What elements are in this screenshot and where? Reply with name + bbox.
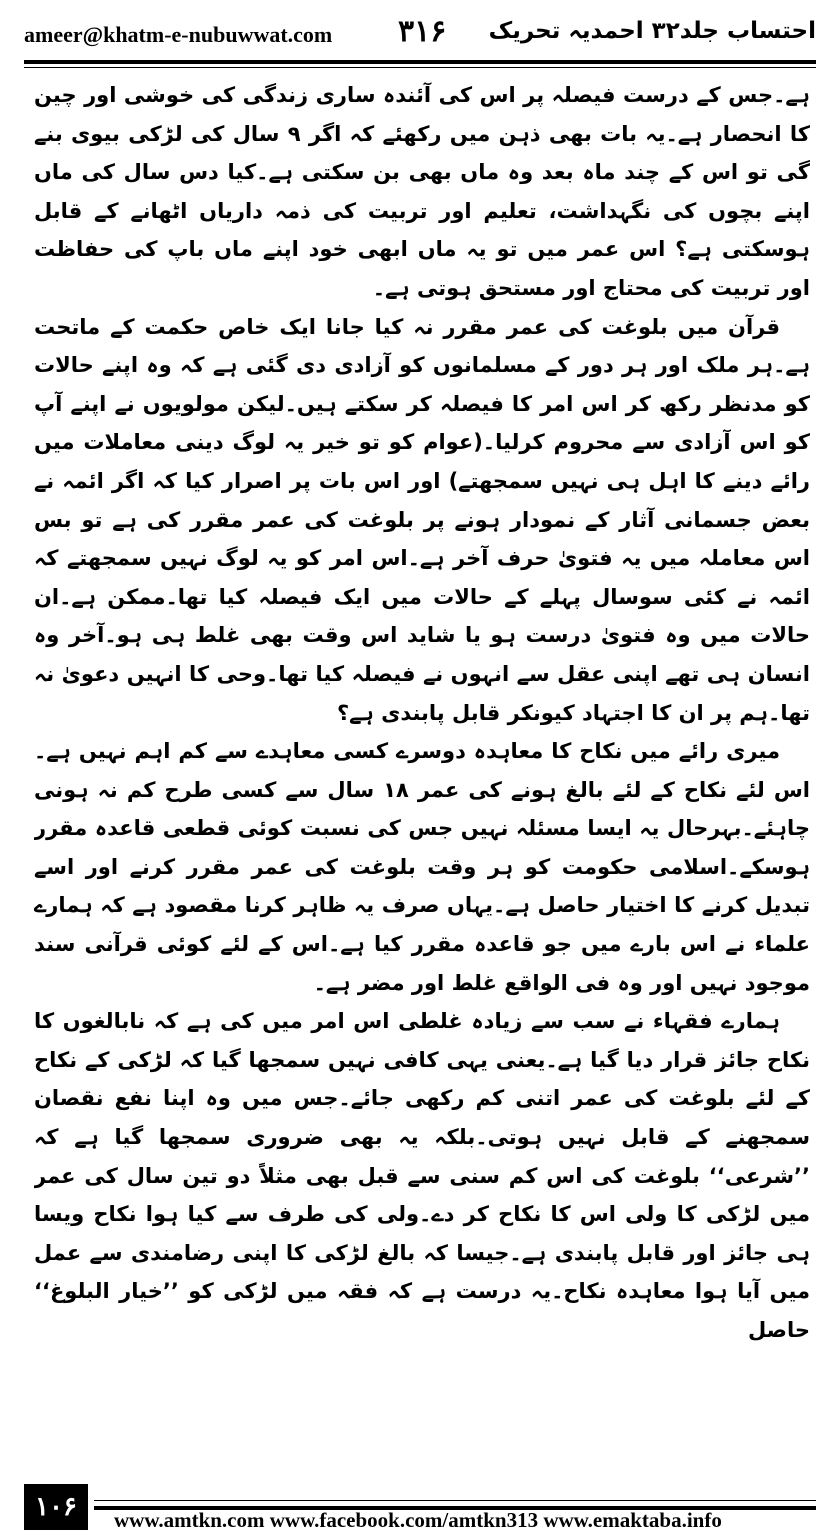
paragraph-2: قرآن میں بلوغت کی عمر مقرر نہ کیا جانا ایک خاص حکمت کے ماتحت ہے۔ہر ملک اور ہر دور کے مسلمانوں کو آزادی دی گئی ہے کہ وہ اپنے حالات کو مدنظر رکھ کر اس امر کا فیصلہ کر سکتے ہیں۔لیکن مولویوں نے اپنے آپ کو اس آزادی سے محروم کرلیا۔(عوام کو تو خیر یہ لوگ دینی معاملات میں رائے دینے کا اہل ہی نہیں سمجھتے) اور اس بات پر اصرار کیا کہ اگر ائمہ نے بعض جسمانی آثار کے نمودار ہونے پر بلوغت کی عمر مقرر کی ہے تو بس اس معاملہ میں یہ فتویٰ حرف آخر ہے۔اس امر کو یہ لوگ نہیں سمجھتے کہ ائمہ نے کئی سوسال پہلے کے حالات میں ایک فیصلہ کیا تھا۔ممکن ہے۔ان حالات میں وہ فتویٰ درست ہو یا شاید اس وقت بھی غلط ہی ہو۔آخر وہ انسان ہی تھے اپنی عقل سے انہوں نے فیصلہ کیا تھا۔وحی کا انہیں دعویٰ نہ تھا۔ہم پر ان کا اجتہاد کیونکر قابل پابندی ہے؟ — [34, 314, 810, 725]
body-text — [34, 76, 810, 1474]
footer-page-number: ۱۰۶ — [24, 1484, 88, 1530]
footer-links: www.amtkn.com www.facebook.com/amtkn313 www.emaktaba.info — [114, 1508, 722, 1532]
page-footer — [24, 1484, 816, 1534]
header-email: ameer@khatm-e-nubuwwat.com — [24, 22, 333, 47]
paragraph-4: ہمارے فقہاء نے سب سے زیادہ غلطی اس امر میں کی ہے کہ نابالغوں کا نکاح جائز قرار دیا گیا ہے۔یعنی یہی کافی نہیں سمجھا گیا کہ لڑکی کے نکاح کے لئے بلوغت کی عمر اتنی کم رکھی جائے۔جس میں وہ اپنا نفع نقصان سمجھنے کے قابل نہیں ہوتی۔بلکہ یہ بھی ضروری سمجھا گیا ہے کہ ’’شرعی‘‘ بلوغت کی اس کم سنی سے قبل بھی مثلاً دو تین سال کی عمر میں لڑکی کا ولی اس کا نکاح کر دے۔ولی کی طرف سے کیا ہوا نکاح ویسا ہی جائز اور قابل پابندی ہے۔جیسا کہ بالغ لڑکی کا اپنی رضامندی سے عمل میں آیا ہوا معاہدہ نکاح۔یہ درست ہے کہ فقہ میں لڑکی کو ’’خیار البلوغ‘‘ حاصل — [34, 1009, 810, 1342]
footer-rule-thin — [94, 1500, 816, 1501]
page-header — [24, 14, 816, 58]
paragraph-3: میری رائے میں نکاح کا معاہدہ دوسرے کسی معاہدے سے کم اہم نہیں ہے۔اس لئے نکاح کے لئے بالغ ہونے کی عمر ۱۸ سال سے کسی طرح کم نہ ہونی چاہئے۔بہرحال یہ ایسا مسئلہ نہیں جس کی نسبت کوئی قطعی قاعدہ مقرر ہوسکے۔اسلامی حکومت کو ہر وقت بلوغت کی عمر مقرر کرنے اور اسے تبدیل کرنے کا اختیار حاصل ہے۔یہاں صرف یہ ظاہر کرنا مقصود ہے کہ ہمارے علماء نے اس بارے میں جو قاعدہ مقرر کیا ہے۔اس کے لئے کوئی قرآنی سند موجود نہیں اور وہ فی الواقع غلط اور مضر ہے۔ — [34, 739, 810, 995]
header-rule-thick — [24, 60, 816, 64]
header-page-number: ۳۱۶ — [398, 14, 447, 49]
paragraph-1: ہے۔جس کے درست فیصلہ پر اس کی آئندہ ساری زندگی کی خوشی اور چین کا انحصار ہے۔یہ بات بھی ذہن میں رکھئے کہ اگر ۹ سال کی لڑکی بیوی بنے گی تو اس کے چند ماہ بعد وہ ماں بھی بن سکتی ہے۔کیا دس سال کی ماں اپنے بچوں کی نگہداشت، تعلیم اور تربیت کی ذمہ داریاں اٹھانے کے قابل ہوسکتی ہے؟ اس عمر میں تو یہ ماں ابھی خود اپنے ماں باپ کی حفاظت اور تربیت کی محتاج اور مستحق ہوتی ہے۔ — [34, 83, 810, 300]
running-title: احتساب جلد۳۲ احمدیہ تحریک — [488, 18, 816, 44]
header-rule-thin — [24, 67, 816, 68]
